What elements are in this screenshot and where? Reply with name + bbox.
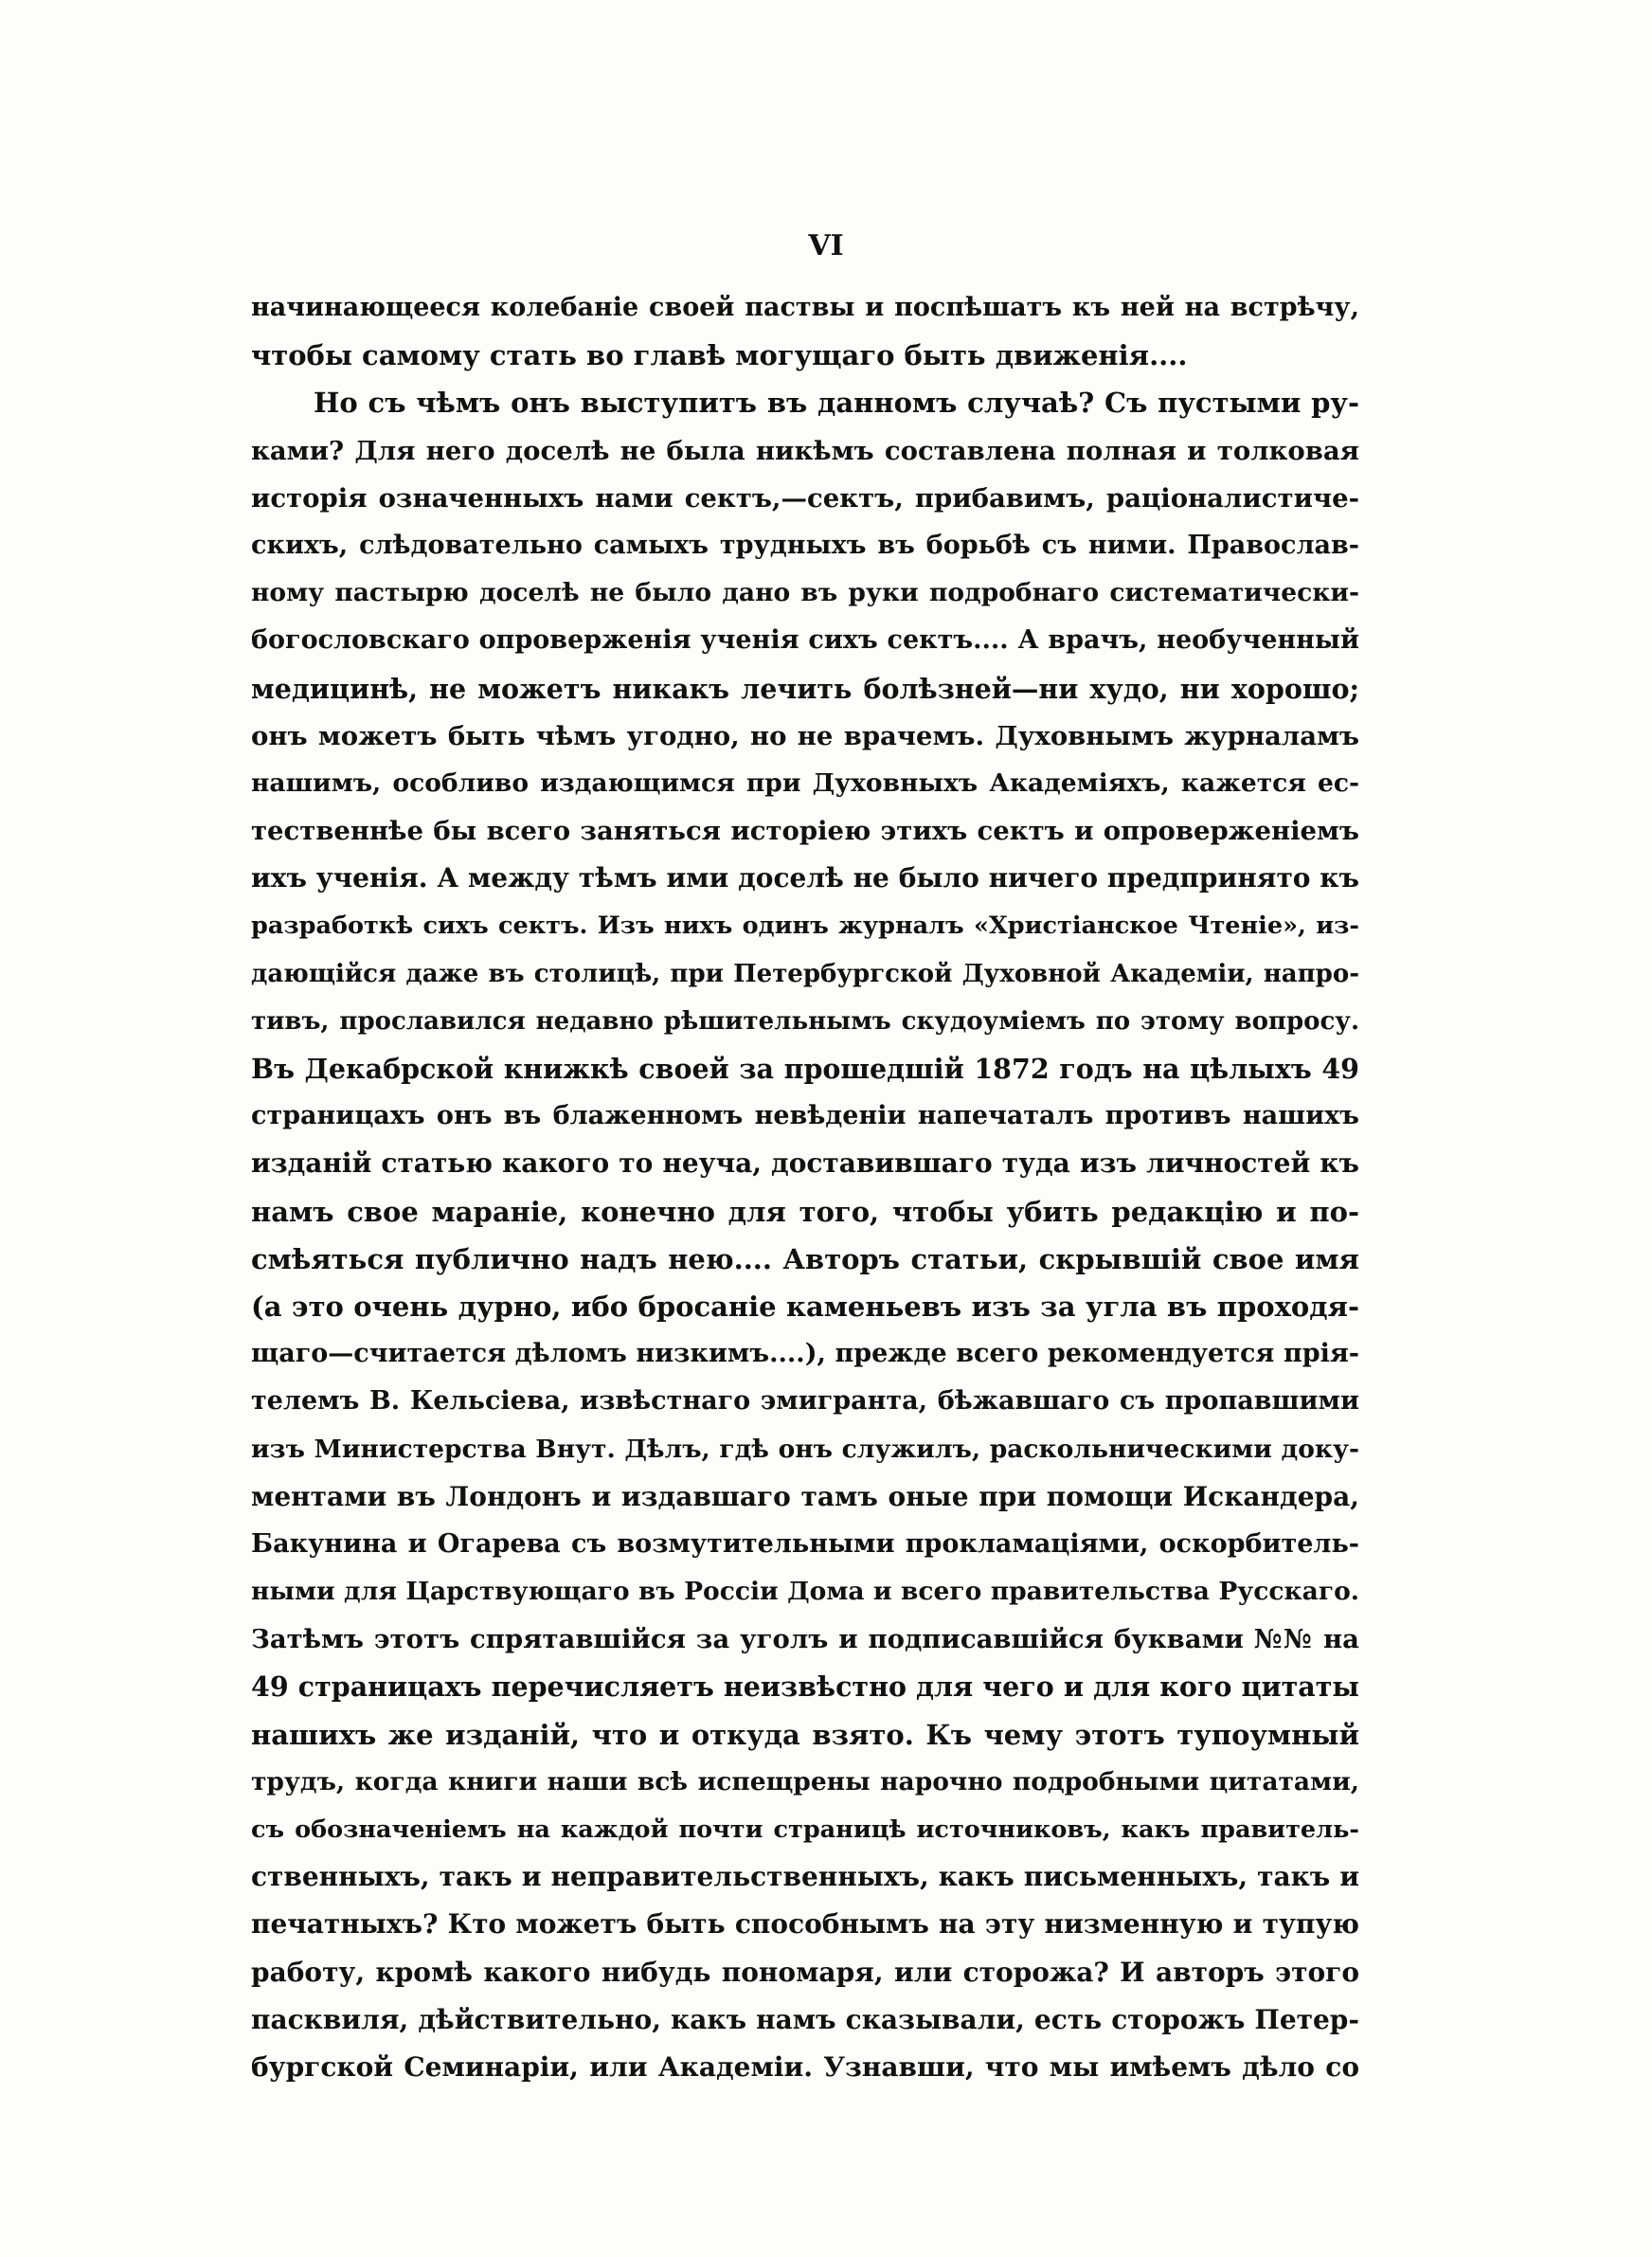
text-line: страницахъ онъ въ блаженномъ невѣденіи напечаталъ противъ нашихъ — [251, 1101, 1359, 1131]
text-line: изъ Министерства Внут. Дѣлъ, гдѣ онъ служилъ, раскольническими доку- — [251, 1434, 1359, 1464]
text-line: смѣяться публично надъ нею.... Авторъ статьи, скрывшій свое имя — [251, 1242, 1359, 1275]
text-line: ному пастырю доселѣ не было дано въ руки подробнаго систематически- — [251, 578, 1359, 608]
text-line: дающійся даже въ столицѣ, при Петербургской Духовной Академіи, напро- — [251, 959, 1359, 988]
text-line: (а это очень дурно, ибо бросаніе каменьевъ изъ за угла въ проходя- — [251, 1290, 1359, 1323]
text-line: ментами въ Лондонъ и издавшаго тамъ оные при помощи Искандера, — [251, 1480, 1359, 1512]
text-line: бургской Семинаріи, или Академіи. Узнавши, что мы имѣемъ дѣло со — [251, 2050, 1359, 2083]
text-line: печатныхъ? Кто можетъ быть способнымъ на эту низменную и тупую — [251, 1908, 1359, 1941]
text-line: намъ свое мараніе, конечно для того, чтобы убить редакцію и по- — [251, 1195, 1359, 1228]
text-line: начинающееся колебаніе своей паствы и поспѣшатъ къ ней на встрѣчу, — [251, 293, 1359, 322]
text-line: медицинѣ, не можетъ никакъ лечить болѣзней—ни худо, ни хорошо; — [251, 672, 1359, 705]
text-line: Въ Декабрской книжкѣ своей за прошедшій 1872 годъ на цѣлыхъ 49 — [251, 1053, 1359, 1085]
text-line: ихъ ученія. А между тѣмъ ими доселѣ не было ничего предпринято къ — [251, 862, 1359, 894]
text-line: богословскаго опроверженія ученія сихъ сектъ.... А врачъ, необученный — [251, 625, 1359, 656]
text-line: тивъ, прославился недавно рѣшительнымъ скудоуміемъ по этому вопросу. — [251, 1006, 1359, 1036]
text-line: исторія означенныхъ нами сектъ,—сектъ, прибавимъ, раціоналистиче- — [251, 482, 1359, 514]
text-line: трудъ, когда книги наши всѣ испещрены нарочно подробными цитатами, — [251, 1766, 1359, 1797]
page-number: VI — [808, 229, 844, 262]
text-line: изданій статью какого то неуча, доставившаго туда изъ личностей къ — [251, 1147, 1359, 1180]
text-line: тественнѣе бы всего заняться исторіею этихъ сектъ и опроверженіемъ — [251, 816, 1359, 847]
text-line: съ обозначеніемъ на каждой почти страницѣ источниковъ, какъ правитель- — [251, 1815, 1359, 1844]
text-line: онъ можетъ быть чѣмъ угодно, но не врачемъ. Духовнымъ журналамъ — [251, 720, 1359, 751]
text-line: нашимъ, особливо издающимся при Духовныхъ Академіяхъ, кажется ес- — [251, 767, 1359, 798]
text-line: чтобы самому стать во главѣ могущаго быть движенія.... — [251, 339, 1188, 372]
text-line: телемъ В. Кельсіева, извѣстнаго эмигранта, бѣжавшаго съ пропавшими — [251, 1386, 1359, 1417]
text-line: пасквиля, дѣйствительно, какъ намъ сказывали, есть сторожъ Петер- — [251, 2003, 1359, 2035]
text-line: ственныхъ, такъ и неправительственныхъ, какъ письменныхъ, такъ и — [251, 1861, 1359, 1893]
text-line: ками? Для него доселѣ не была никѣмъ составлена полная и толковая — [251, 435, 1359, 466]
text-line: разработкѣ сихъ сектъ. Изъ нихъ одинъ журналъ «Христіанское Чтеніе», из- — [251, 912, 1359, 941]
text-line: скихъ, слѣдовательно самыхъ трудныхъ въ борьбѣ съ ними. Православ- — [251, 530, 1359, 560]
text-line: ными для Царствующаго въ Россіи Дома и всего правительства Русскаго. — [251, 1577, 1359, 1607]
body-text — [251, 284, 1359, 2091]
text-line: нашихъ же изданій, что и откуда взято. Къ чему этотъ тупоумный — [251, 1718, 1359, 1751]
text-line: Бакунина и Огарева съ возмутительными прокламаціями, оскорбитель- — [251, 1528, 1359, 1559]
text-line: Затѣмъ этотъ спрятавшійся за уголъ и подписавшійся буквами №№ на — [251, 1624, 1359, 1655]
text-line: работу, кромѣ какого нибудь пономаря, или сторожа? И авторъ этого — [251, 1956, 1359, 1988]
text-line: 49 страницахъ перечисляетъ неизвѣстно для чего и для кого цитаты — [251, 1670, 1359, 1704]
text-line: щаго—считается дѣломъ низкимъ....), прежде всего рекомендуется прія- — [251, 1339, 1359, 1369]
text-line: Но съ чѣмъ онъ выступитъ въ данномъ случаѣ? Съ пустыми ру- — [314, 387, 1359, 420]
